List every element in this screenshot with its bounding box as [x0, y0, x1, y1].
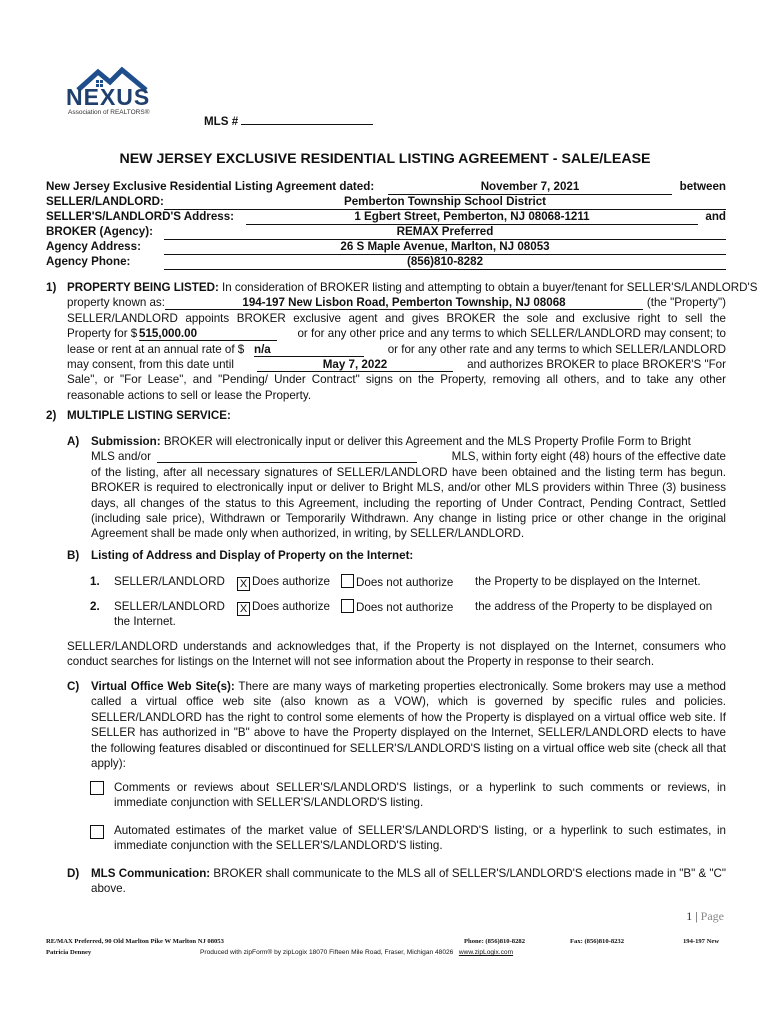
subsection-a-label: A): [67, 435, 80, 448]
logo-name: NEXUS: [66, 84, 151, 110]
section1-line4: [67, 326, 726, 341]
b1-party: SELLER/LANDLORD: [114, 575, 225, 588]
b-note: SELLER/LANDLORD understands and acknowledges that, if the Property is not displayed on the Internet, consumers who conduct searches for listings on the Internet will not see information about the Property in response to their search.: [67, 640, 726, 669]
mls-value-line: [241, 112, 373, 125]
seller-address-row: [46, 210, 726, 225]
section1-line2: [67, 295, 726, 310]
b2-authorize-label: Does authorize: [252, 600, 330, 613]
subsection-b-heading: Listing of Address and Display of Property on the Internet:: [91, 549, 414, 562]
until-prefix: may consent, from this date until: [67, 357, 234, 371]
other-mls-field[interactable]: [157, 449, 417, 463]
c-option1-checkbox[interactable]: [90, 781, 104, 795]
price-value[interactable]: 515,000.00: [139, 326, 277, 341]
a-line2: [91, 449, 726, 464]
b1-authorize-option[interactable]: [237, 574, 330, 591]
b2-number: 2.: [90, 600, 100, 613]
logo-tagline: Association of REALTORS®: [68, 109, 150, 116]
b2-tail: the address of the Property to be displayed on: [475, 600, 713, 613]
property-value[interactable]: 194-197 New Lisbon Road, Pemberton Township, NJ 08068: [165, 295, 643, 310]
b1-authorize-checkbox[interactable]: X: [237, 577, 250, 591]
a-line2-suffix: MLS, within forty eight (48) hours of the effective date: [451, 450, 726, 464]
c-option1-text: Comments or reviews about SELLER'S/LANDLORD'S listings, or a hyperlink to such comments or reviews, in immediate conjunction with SELLER'S/LANDLORD'S listing.: [114, 781, 726, 810]
c-option2-checkbox[interactable]: [90, 825, 104, 839]
agency-phone-row: [46, 255, 726, 270]
dated-label: New Jersey Exclusive Residential Listing Agreement dated:: [46, 180, 375, 193]
b1-number: 1.: [90, 575, 100, 588]
c-text: There are many ways of marketing properties electronically. Some brokers may use a method called a virtual office web site (also known as a VOW), which is governed by specific rules and policies. SELLER/LANDLORD has the right to control some elements of how the Property is displayed on a virtual office web site. If SELLER has authorized in "B" above to have the Property displayed on the Internet, SELLER/LANDLORD elects to have the following features disabled or discontinued for SELLER'S/LANDLORD'S listing on a virtual office web site (check all that apply):: [91, 680, 726, 771]
section1-heading: PROPERTY BEING LISTED:: [67, 281, 219, 294]
address-label: SELLER'S/LANDLORD'S Address:: [46, 210, 235, 223]
broker-value[interactable]: REMAX Preferred: [164, 225, 726, 240]
d-heading: MLS Communication:: [91, 867, 211, 880]
b1-not-authorize-checkbox[interactable]: [341, 574, 354, 588]
rent-value[interactable]: n/a: [254, 342, 364, 357]
seller-value[interactable]: Pemberton Township School District: [164, 195, 726, 210]
agreement-date-row: [46, 180, 726, 195]
dated-value[interactable]: November 7, 2021: [388, 180, 672, 195]
footer-fax: Fax: (856)810-8232: [570, 938, 625, 945]
section1-body: [67, 280, 758, 403]
price-suffix: or for any other price and any terms to which SELLER/LANDLORD may consent; to: [297, 327, 726, 341]
footer-agent: Patricia Denney: [46, 949, 92, 956]
a-line1-text: BROKER will electronically input or deliver this Agreement and the MLS Property Profile Form to Bright: [163, 435, 691, 448]
until-suffix: and authorizes BROKER to place BROKER'S "For: [467, 357, 726, 371]
price-prefix: Property for $: [67, 327, 138, 341]
subsection-c-body: [91, 679, 726, 771]
document-title: NEW JERSEY EXCLUSIVE RESIDENTIAL LISTING AGREEMENT - SALE/LEASE: [119, 151, 651, 167]
section1-line1: [67, 280, 758, 295]
a-line1: [91, 434, 726, 449]
broker-row: [46, 225, 726, 240]
a-rest: of the listing, after all necessary signatures of SELLER/LANDLORD have been obtained and the listing term has begun. BROKER is required to electronically input or deliver to Bright MLS, and/or other MLS providers within Three (3) business days, all changes of the status to this Agreement, including the reporting of Under Contract, Pending Contract, Settled (including sale price), Withdrawn or Temporarily Withdrawn. Any change in listing price or other change in the original Agreement shall be made only when authorized, in writing, by SELLER/LANDLORD.: [91, 465, 726, 541]
subsection-d-label: D): [67, 867, 80, 880]
page-number-value: 1: [686, 909, 693, 923]
agency-address-value[interactable]: 26 S Maple Avenue, Marlton, NJ 08053: [164, 240, 726, 255]
address-tail: and: [705, 210, 726, 223]
page-number: [686, 909, 724, 924]
b2-authorize-option[interactable]: [237, 599, 330, 616]
section1-line3: SELLER/LANDLORD appoints BROKER exclusive agent and gives BROKER the sole and exclusive right to sell the: [67, 311, 726, 325]
c-heading: Virtual Office Web Site(s):: [91, 680, 235, 693]
b2-not-authorize-label: Does not authorize: [356, 601, 454, 614]
b1-not-authorize-option[interactable]: [341, 574, 453, 590]
footer-produced-text: Produced with zipForm® by zipLogix 18070 Fifteen Mile Road, Fraser, Michigan 48026: [200, 949, 454, 956]
subsection-b-label: B): [67, 549, 80, 562]
footer-office: RE/MAX Preferred, 90 Old Marlton Pike W Marlton NJ 08053: [46, 938, 224, 945]
seller-row: [46, 195, 726, 210]
broker-label: BROKER (Agency):: [46, 225, 153, 238]
b1-authorize-label: Does authorize: [252, 575, 330, 588]
property-suffix: (the "Property"): [646, 296, 726, 310]
agency-address-row: [46, 240, 726, 255]
a-heading: Submission:: [91, 435, 161, 448]
seller-label: SELLER/LANDLORD:: [46, 195, 164, 208]
subsection-d-body: [91, 866, 726, 897]
footer-doc: 194-197 New: [683, 938, 720, 945]
section2-number: 2): [46, 409, 57, 422]
b2-not-authorize-checkbox[interactable]: [341, 599, 354, 613]
until-value[interactable]: May 7, 2022: [257, 357, 453, 372]
b1-not-authorize-label: Does not authorize: [356, 576, 454, 589]
section2-heading: MULTIPLE LISTING SERVICE:: [67, 409, 231, 422]
b2-tail2: the Internet.: [114, 615, 176, 628]
address-value[interactable]: 1 Egbert Street, Pemberton, NJ 08068-1211: [246, 210, 698, 225]
rent-prefix: lease or rent at an annual rate of $: [67, 342, 245, 356]
subsection-c-label: C): [67, 680, 80, 693]
section1-line5: [67, 342, 726, 357]
section1-line7: Sale", or "For Lease", and "Pending/ Under Contract" signs on the Property, removing all others, and to take any other: [67, 373, 726, 387]
rent-suffix: or for any other rate and any terms to which SELLER/LANDLORD: [387, 342, 726, 356]
b1-row: [90, 574, 730, 590]
page-word: Page: [700, 909, 724, 923]
mls-number-field[interactable]: [204, 112, 373, 128]
subsection-a-body: [91, 434, 726, 465]
section1-intro: In consideration of BROKER listing and attempting to obtain a buyer/tenant for SELLER'S/LANDLORD'S: [222, 281, 758, 294]
section1-number: 1): [46, 281, 57, 294]
agency-phone-value[interactable]: (856)810-8282: [164, 255, 726, 270]
d-text: BROKER shall communicate to the MLS all of SELLER'S/LANDLORD'S elections made in "B" & "C" above.: [91, 867, 727, 896]
c-option2-text: Automated estimates of the market value of SELLER'S/LANDLORD'S listing, or a hyperlink to such estimates, in immediate conjunction with the SELLER'S/LANDLORD'S listing.: [114, 824, 726, 853]
b2-not-authorize-option[interactable]: [341, 599, 453, 615]
footer-phone: Phone: (856)810-8282: [464, 938, 525, 945]
page-separator: |: [695, 909, 701, 923]
section1-line8: reasonable actions to sell or lease the Property.: [67, 388, 312, 402]
dated-tail: between: [679, 180, 726, 193]
b1-tail: the Property to be displayed on the Internet.: [475, 575, 701, 588]
ziplogix-link[interactable]: www.zipLogix.com: [458, 949, 514, 956]
section1-line6: [67, 357, 726, 372]
agency-phone-label: Agency Phone:: [46, 255, 131, 268]
agency-address-label: Agency Address:: [46, 240, 141, 253]
mls-label: MLS #: [204, 115, 242, 128]
a-line2-prefix: MLS and/or: [91, 450, 151, 464]
b2-party: SELLER/LANDLORD: [114, 600, 225, 613]
b2-authorize-checkbox[interactable]: X: [237, 602, 250, 616]
b2-row: [90, 599, 730, 629]
nexus-logo: [66, 66, 166, 120]
property-prefix: property known as:: [67, 296, 165, 310]
footer-produced: [200, 948, 513, 958]
